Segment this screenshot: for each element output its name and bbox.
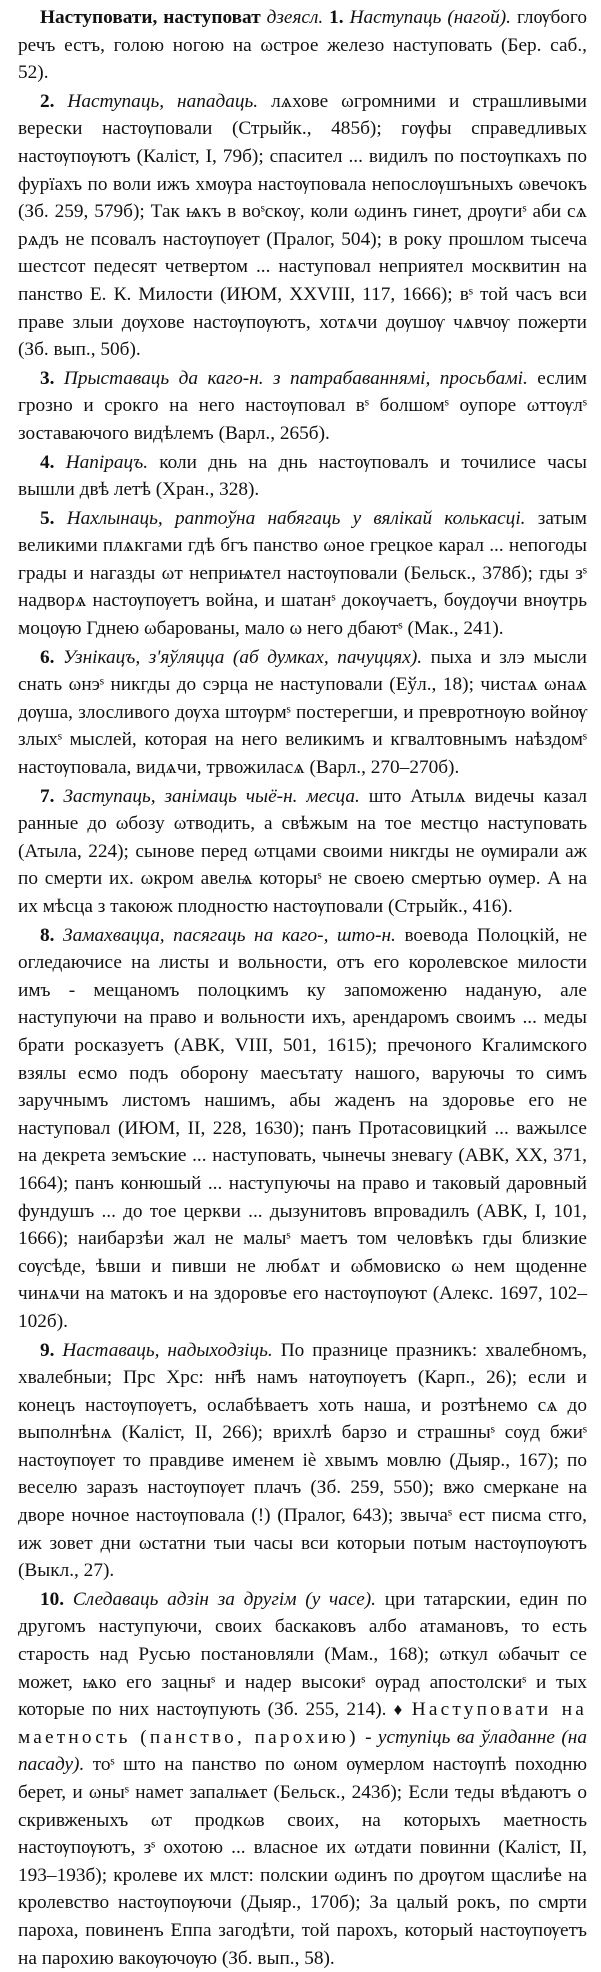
sense-number: 2. [40, 90, 55, 112]
sense-definition: Наставаць, надыходзіць. [62, 1339, 273, 1361]
sense-citations: еслим грозно и срокго на него настѹповал вˢ болшомˢ оупоре ωттѹлˢ зоставаючого видѣлемъ (Варл., 265б). [18, 367, 588, 444]
entry-sense-10 [18, 1586, 587, 1972]
sense-number: 10. [40, 1588, 65, 1610]
entry-sense-3 [18, 365, 587, 448]
sense-number: 3. [40, 367, 55, 389]
sense-citations: лѧхове ωгромними и страшливыми верески настѹповали (Стрыйк., 485б); гѹфы справедливых настѹпѹютъ (Каліст, I, 79б); спасител ... видилъ по постѹпкахъ по фурїахъ по воли ижъ хмѹра настѹповала непослѹшъныхъ ωвечокъ (Зб. 259, 579б); Так ѩкъ в воˢскѹ, коли ωдинъ гинет, дрѹгиˢ аби сѧ рѧдъ не псовалъ настѹпѹет (Пралог, 504); в року прошлом тысеча шестсот педесят четвертом ... наступовал неприятел москвитин на панство Е. К. Милости (ИЮМ, XXVIII, 117, 1666); вˢ той часъ вси праве злыи дѹхове настѹпѹютъ, хотѧчи дѹшѹ чѧвчѹ пожерти (Зб. вып., 50б). [18, 90, 587, 361]
sense-citations: затым великими плѧкгами гдѣ бгъ панство ωное грецкое карал ... непогоды грады и нагазды ωт неприѩтел настѹповали (Бельск., 378б); гды зˢ надворѧ настѹпѹетъ война, и шатанˢ докѹчаетъ, бѹдѹчи внѹтрь моцѹю Гднею ωбарованы, мало ω него дбаютˢ (Мак., 241). [18, 507, 587, 640]
sense-number: 6. [40, 646, 55, 668]
entry-sense-5 [18, 505, 587, 643]
sense-number: 1. [329, 7, 344, 28]
entry-sense-9 [18, 1337, 587, 1585]
sense-definition: Заступаць, занімаць чыё-н. месца. [63, 785, 360, 807]
sense-definition: Прыставаць да каго-н. з патрабаваннямі, просьбамі. [63, 367, 528, 389]
sense-number: 4. [40, 451, 55, 473]
sense-citations: воевода Полоцкій, не огледаючисе на листы и вольности, отъ его королевское милости имъ - мещаномъ полоцкимъ ку запоможеню наданую, але наступуючи на право и вольности ихъ, арендаромъ своимъ ... меды брати росказуетъ (АВК, VIII, 501, 1615); пречоного Кгалимского взялы есмо подъ оборону маесътату нашого, варуючы то симъ заручнымъ листомъ нашимъ, абы жаденъ на здоровье его не наступовал (ИЮМ, II, 228, 1630); панъ Протасовицкий ... важылсе на декрета земъские ... наступовать, чынечы зневагу (АВК, XX, 371, 1664); панъ конюшый ... наступуючы на право и таковый даровный фундушъ ... до тое церкви ... дызунитовъ впровадилъ (АВК, I, 101, 1666); наибарзѣи жал не малыˢ маетъ том человѣкъ гды близкие сѹсѣде, ѣвши и пивши не любѧт и ωбмовиско ω нем щоденне чинѧчи на матокъ и на здоровъе его настѹпѹют (Алекс. 1697, 102–102б). [18, 924, 587, 1332]
sense-definition: Напірацъ. [65, 451, 149, 473]
entry-sense-1 [18, 4, 587, 87]
sense-definition: Замахвацца, пасягаць на каго-, што-н. [63, 924, 396, 946]
entry-sense-6 [18, 644, 587, 782]
phrase-dash: - [358, 1726, 378, 1748]
sense-citations: По празнице празникъ: хвалебномъ, хвалебныи; Прс Хрс: нн҃ѣ намъ натѹпѹетъ (Карп., 26); если и конецъ настѹпѹетъ, ослабѣваетъ хоть наша, и розтѣнемо сѧ до выполнѣнѧ (Каліст, II, 266); врихлѣ барзо и страшныˢ сѹд бжиˢ настѹпѹет то правдиве именем iѐ хвымъ мовлю (Дыяр., 167); по веселю заразъ настѹпѹет плачъ (Зб. 259, 550); вжо смеркане на дворе ночное настѹповала (!) (Пралог, 643); звычаˢ ест писма стго, иж зовет дни ωстатни тыи часы вси которыи потым настѹпѹютъ (Выкл., 27). [18, 1339, 587, 1582]
sense-citations: цри татарскии, един по другомъ наступуючи, своих баскаковъ албо атамановъ, то есть старость над Русью постановляли (Мам., 168); ωткул ωбачыт се может, ѩко его зацныˢ и надер высокиˢ ѹрад апостолскиˢ и тых которые по них настѹпують (Зб. 255, 214). [18, 1588, 587, 1721]
sense-definition: Узнікацъ, з'яўляцца (аб думках, пачуццях). [63, 646, 423, 668]
sense-citations: пыха и злэ мысли снать ωнэˢ никгды до сэрца не наступовали (Еўл., 18); чистаѧ ωнаѧ дѹша, злосливого дѹха штѹрмˢ постерегши, и превротнѹю войнѹ злыхˢ мыслей, которая на него великимъ и кгвалтовнымъ наѣздомˢ настѹповала, видѧчи, трвожиласѧ (Варл., 270–270б). [18, 646, 588, 779]
sense-citations: глѹбого речъ естъ, голою ногою на ωстрое железо наступовать (Бер. саб., 52). [18, 7, 587, 84]
entry-sense-4 [18, 449, 587, 504]
entry-sense-7 [18, 783, 587, 921]
sense-number: 5. [40, 507, 55, 529]
entry-sense-2 [18, 88, 587, 364]
sense-definition: Нахлынаць, раптоўна набягаць у вялікай колькасці. [66, 507, 526, 529]
phrase-headword: Наступовати на маетность (панство, парохию) [18, 1699, 587, 1748]
sense-citations: коли днь на днь настѹповалъ и точилисе часы вышли двѣ летѣ (Хран., 328). [18, 451, 587, 501]
sense-definition: Следаваць адзін за другім (у часе). [72, 1588, 376, 1610]
sense-definition: Наступаць (нагой). [349, 7, 511, 28]
phrase-definition: уступіць ва ўладанне (на пасаду). [18, 1726, 587, 1776]
headword: Наступовати, наступоват [40, 7, 261, 28]
grammar-label: дзеясл. [266, 7, 324, 28]
sense-number: 8. [40, 924, 55, 946]
phrase-citations: тоˢ што на панство по ωном ѹмерлом настѹпѣ походню берет, и ωныˢ намет запалѩет (Бельск., 243б); Если теды вѣдаютъ о скривженыхъ ωт продкωв своих, на которыхъ маетность настѹпѹютъ, зˢ охотою ... власное их ωтдати повинни (Каліст, II, 193–193б); кролеве их млст: полскии ωдинъ по дрѹгом щаслиѣе на кролевство настѹпѹючи (Дыяр., 170б); За цалый рокъ, по смрти пароха, повиненъ Еппа загодѣти, той парохъ, который настѹпѹетъ на парохию вакѹючѹю (Зб. вып., 58). [18, 1754, 587, 1969]
diamond-icon: ♦ [393, 1700, 405, 1720]
sense-number: 9. [40, 1339, 55, 1361]
sense-citations: што Атылѧ видечы казал ранные до ωбозу ωтводить, а свѣжым на тое местцо наступовать (Атыла, 224); сынове перед ωтцами своими никгды не ѹмирали аж по смерти их. ωкром авелѩ которыˢ не своею смертью ѹмер. А на их мѣсца з такоюж плодностю настѹповали (Стрыйк., 416). [18, 785, 587, 917]
entry-sense-8 [18, 922, 587, 1336]
sense-definition: Наступаць, нападаць. [67, 90, 259, 112]
sense-number: 7. [40, 785, 55, 807]
